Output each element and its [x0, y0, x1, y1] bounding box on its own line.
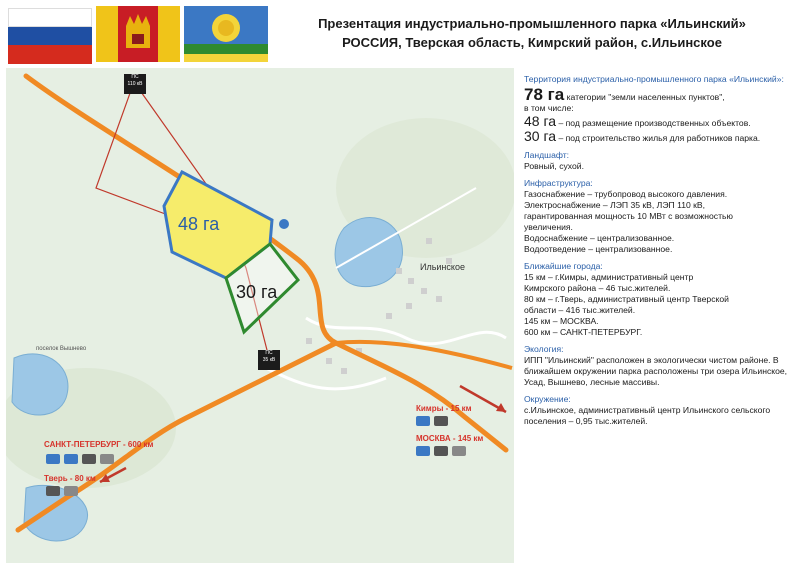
- route-tver: Тверь - 80 км: [44, 474, 96, 483]
- production-area-value: 48 га: [524, 113, 557, 129]
- transport-icon-moscow-2: [434, 446, 448, 456]
- plot-48-label: 48 га: [178, 214, 220, 234]
- cities-line: 145 км – МОСКВА.: [524, 316, 599, 326]
- total-area-desc: категории "земли населенных пунктов",: [566, 92, 725, 102]
- route-spb: САНКТ-ПЕТЕРБУРГ - 600 км: [44, 440, 154, 449]
- cities-heading: Ближайшие города:: [524, 261, 603, 271]
- territory-heading: Территория индустриально-промышленного парка «Ильинский»:: [524, 74, 784, 84]
- page-title: [270, 14, 794, 52]
- transport-icon-spb-3: [82, 454, 96, 464]
- route-kimry: Кимры - 15 км: [416, 404, 472, 413]
- cities-line: 15 км – г.Кимры, административный центр: [524, 272, 694, 282]
- infra-line: гарантированная мощность 10 МВт с возможностью: [524, 211, 733, 221]
- infrastructure-heading: Инфраструктура:: [524, 178, 593, 188]
- substation-bottom-label: ПС 35 кВ: [262, 350, 276, 363]
- transport-icon-moscow-1: [416, 446, 430, 456]
- site-map: [6, 68, 514, 563]
- production-area-desc: – под размещение производственных объектов.: [558, 118, 751, 128]
- map-drawing: [6, 68, 514, 563]
- transport-icon-tver-1: [46, 486, 60, 496]
- ecology-text: ИПП "Ильинский" расположен в экологически чистом районе. В ближайшем окружении парка расположены три озера Ильинское, Усад, Вышнево, лесные массивы.: [524, 355, 788, 387]
- substation-top-label: ПС 110 кВ: [127, 74, 143, 87]
- landscape-heading: Ландшафт:: [524, 150, 570, 160]
- cities-line: 80 км – г.Тверь, административный центр Тверской: [524, 294, 729, 304]
- title-line-1: Презентация индустриально-промышленного парка «Ильинский»: [318, 16, 746, 31]
- total-area-value: 78 га: [524, 85, 565, 104]
- infra-line: Газоснабжение – трубопровод высокого давления.: [524, 189, 728, 199]
- tver-region-flag: [96, 6, 180, 62]
- plot-30-label: 30 га: [236, 282, 278, 302]
- route-moscow: МОСКВА - 145 км: [416, 434, 484, 443]
- infra-line: Водоснабжение – централизованное.: [524, 233, 675, 243]
- environment-text: с.Ильинское, административный центр Ильинского сельского поселения – 0,95 тыс.жителей.: [524, 405, 771, 426]
- cities-line: 600 км – САНКТ-ПЕТЕРБУРГ.: [524, 327, 643, 337]
- infra-line: Водоотведение – централизованное.: [524, 244, 673, 254]
- landscape-text: Ровный, сухой.: [524, 161, 584, 171]
- village2-label: поселок Вышнево: [36, 346, 87, 352]
- ecology-heading: Экология:: [524, 344, 564, 354]
- lake-ilinskoe: [335, 218, 402, 287]
- transport-icon-spb-4: [100, 454, 114, 464]
- russia-flag: [8, 8, 92, 64]
- including-label: в том числе:: [524, 103, 574, 113]
- transport-icon-spb-2: [64, 454, 78, 464]
- infra-line: увеличения.: [524, 222, 573, 232]
- cities-line: Кимрского района – 46 тыс.жителей.: [524, 283, 671, 293]
- transport-icon-tver-2: [64, 486, 78, 496]
- cities-line: области – 416 тыс.жителей.: [524, 305, 636, 315]
- transport-icon-moscow-3: [452, 446, 466, 456]
- transport-icon-kimry-2: [434, 416, 448, 426]
- housing-area-value: 30 га: [524, 128, 557, 144]
- environment-heading: Окружение:: [524, 394, 571, 404]
- kimry-district-flag: [184, 6, 268, 62]
- title-line-2: РОССИЯ, Тверская область, Кимрский район, с.Ильинское: [342, 35, 722, 50]
- transport-icon-spb-1: [46, 454, 60, 464]
- info-panel: [524, 74, 790, 427]
- housing-area-desc: – под строительство жилья для работников парка.: [558, 133, 761, 143]
- village-label: Ильинское: [420, 262, 465, 272]
- transport-icon-kimry-1: [416, 416, 430, 426]
- infra-line: Электроснабжение – ЛЭП 35 кВ, ЛЭП 110 кВ,: [524, 200, 706, 210]
